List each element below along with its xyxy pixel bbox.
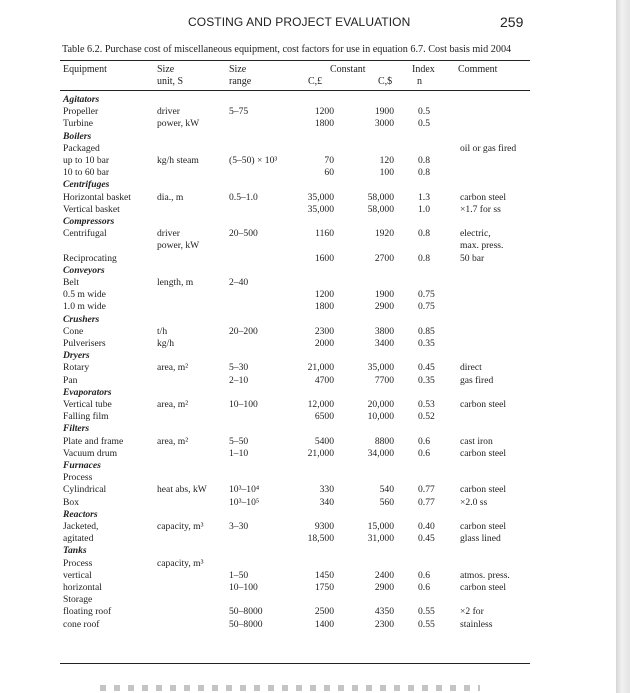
- cell-eq: Pan: [63, 374, 78, 386]
- cell-n: 1.3: [418, 191, 430, 203]
- cell-cusd: 20,000: [367, 399, 394, 410]
- cell-eq: Propeller: [63, 106, 99, 118]
- cell-cusd: 100: [379, 167, 394, 179]
- cell-range: 2–10: [229, 374, 249, 386]
- cell-eq: Centrifugal: [63, 228, 107, 240]
- cell-eq: 10 to 60 bar: [63, 167, 110, 179]
- cell-cgbp: 1160: [315, 228, 334, 240]
- cell-eq: Horizontal basket: [63, 191, 131, 203]
- cell-range: 20–200: [229, 325, 258, 337]
- cell-range: 1–50: [229, 569, 249, 581]
- cell-cusd: 58,000: [367, 203, 394, 215]
- page-number: 259: [500, 14, 524, 30]
- cell-comment: carbon steel: [460, 582, 507, 593]
- cell-eq: Compressors: [63, 216, 115, 227]
- cell-comment: ×2 for: [460, 606, 484, 618]
- cell-n: 0.77: [418, 496, 435, 508]
- cell-n: 0.8: [418, 167, 430, 179]
- cell-cusd: 10,000: [367, 411, 394, 423]
- cell-cusd: 540: [379, 484, 394, 496]
- cell-comment: glass lined: [460, 533, 501, 545]
- cell-n: 0.75: [418, 289, 435, 301]
- cell-unit: heat abs, kW: [157, 484, 207, 496]
- header-index-line2: n: [417, 76, 422, 87]
- cell-n: 0.6: [418, 582, 430, 593]
- cell-cusd: 1900: [374, 289, 394, 301]
- cell-eq: Filters: [63, 423, 90, 435]
- cell-eq: Storage: [63, 594, 93, 606]
- cell-eq: Conveyors: [63, 264, 105, 276]
- cell-eq: Belt: [63, 277, 79, 288]
- cell-cgbp: 18,500: [307, 533, 334, 545]
- header-size-range-line2: range: [229, 76, 252, 87]
- cell-cusd: 58,000: [367, 191, 394, 203]
- cell-eq: Reciprocating: [63, 252, 117, 264]
- cell-cusd: 1920: [374, 228, 394, 240]
- running-head-title: COSTING AND PROJECT EVALUATION: [188, 15, 411, 29]
- cell-comment: carbon steel: [460, 399, 507, 410]
- cell-eq: Vacuum drum: [63, 447, 118, 459]
- cell-eq: Reactors: [63, 508, 98, 520]
- header-index-line1: Index: [412, 64, 435, 75]
- table-header-rule: [60, 90, 530, 91]
- cell-n: 0.53: [418, 399, 435, 410]
- cell-cusd: 2900: [374, 582, 394, 593]
- cell-eq: Falling film: [63, 411, 109, 423]
- cell-cgbp: 1750: [314, 582, 334, 593]
- cell-n: 0.45: [418, 362, 435, 374]
- cell-cgbp: 21,000: [307, 362, 334, 374]
- cell-cusd: 4350: [374, 606, 394, 618]
- page-edge-shadow: [616, 0, 630, 693]
- cell-comment: cast iron: [460, 435, 493, 447]
- cell-cgbp: 1800: [314, 301, 334, 313]
- cell-cgbp: 6500: [314, 411, 334, 423]
- cell-cusd: 2300: [374, 618, 394, 630]
- cell-comment: stainless: [460, 618, 493, 630]
- cell-eq: Plate and frame: [63, 435, 124, 447]
- cell-n: 0.8: [418, 252, 430, 264]
- cell-cgbp: 35,000: [307, 203, 334, 215]
- cell-range: 20–500: [229, 228, 258, 240]
- next-caption-fragment: [100, 685, 480, 691]
- cell-cgbp: 1200: [314, 289, 334, 301]
- cell-cgbp: 1400: [314, 618, 334, 630]
- cell-cgbp: 9300: [314, 521, 334, 532]
- cell-eq: Jacketed,: [63, 521, 99, 532]
- cell-range: 5–30: [229, 362, 249, 374]
- cell-n: 0.55: [418, 618, 435, 630]
- cell-n: 0.35: [418, 374, 435, 386]
- header-size-unit-line1: Size: [157, 64, 175, 75]
- cell-eq: Box: [63, 496, 79, 508]
- header-c-usd: C,$: [378, 76, 393, 87]
- header-constant: Constant: [330, 64, 366, 75]
- cell-cgbp: 1200: [314, 106, 334, 118]
- header-comment: Comment: [458, 64, 498, 75]
- cell-cusd: 15,000: [367, 521, 394, 532]
- cell-cusd: 2400: [374, 569, 394, 581]
- cell-cgbp: 340: [319, 496, 334, 508]
- running-head: [0, 15, 616, 33]
- cell-cusd: 3800: [374, 325, 394, 337]
- cell-range: 5–50: [229, 435, 249, 447]
- cell-eq: Crushers: [63, 313, 100, 325]
- cell-cgbp: 330: [319, 484, 334, 496]
- cell-unit: capacity, m³: [157, 557, 204, 569]
- cell-n: 0.8: [418, 228, 430, 240]
- cell-comment: carbon steel: [460, 191, 507, 203]
- cell-n: 0.35: [418, 338, 435, 349]
- cell-range: (5–50) × 10³: [229, 155, 278, 166]
- cell-cgbp: 2500: [314, 606, 334, 618]
- cell-comment: gas fired: [460, 374, 494, 386]
- cell-eq: vertical: [63, 569, 92, 581]
- cell-range: 3–30: [229, 521, 249, 532]
- cell-range: 10³–10⁵: [229, 496, 260, 508]
- cell-unit: area, m²: [157, 435, 189, 447]
- cell-cusd: 8800: [374, 435, 394, 447]
- cell-n: 0.40: [418, 521, 435, 532]
- table-bottom-rule: [60, 663, 530, 664]
- cell-range: 50–8000: [229, 606, 263, 618]
- cell-cusd: 2700: [374, 252, 394, 264]
- cell-eq: Vertical tube: [63, 399, 112, 410]
- cell-unit: kg/h: [157, 338, 175, 349]
- cell-cusd: 1900: [374, 106, 394, 118]
- cell-unit: kg/h steam: [157, 155, 199, 166]
- header-size-range-line1: Size: [229, 64, 247, 75]
- cell-cusd: 7700: [374, 374, 394, 386]
- cell-n: 1.0: [418, 203, 430, 215]
- cell-comment: atmos. press.: [460, 569, 510, 581]
- cell-n: 0.6: [418, 435, 430, 447]
- cell-cusd: 31,000: [367, 533, 394, 545]
- cell-range: 10–100: [229, 582, 258, 593]
- cell-unit: area, m²: [157, 399, 189, 410]
- cell-cgbp: 1450: [314, 569, 334, 581]
- cell-cgbp: 2000: [314, 338, 334, 349]
- cell-cgbp: 5400: [314, 435, 334, 447]
- cell-comment: direct: [460, 362, 482, 374]
- cell-eq: floating roof: [63, 606, 112, 618]
- cell-unit: t/h: [157, 325, 168, 337]
- cell-unit: power, kW: [157, 118, 200, 130]
- cell-unit: capacity, m³: [157, 521, 204, 532]
- cell-range: 50–8000: [229, 618, 263, 630]
- cell-comment: ×2.0 ss: [460, 496, 488, 508]
- cell-comment: carbon steel: [460, 484, 507, 496]
- cell-cgbp: 70: [324, 155, 334, 166]
- cell-n: 0.75: [418, 301, 435, 313]
- cell-eq: cone roof: [63, 618, 100, 630]
- cell-range: 1–10: [229, 447, 249, 459]
- cell-eq: Agitators: [63, 94, 100, 105]
- cell-n: 0.6: [418, 569, 430, 581]
- cell-eq: Evaporators: [63, 386, 112, 398]
- cell-eq: agitated: [63, 533, 94, 545]
- cell-n: 0.45: [418, 533, 435, 545]
- cell-cgbp: 4700: [314, 374, 334, 386]
- cell-n: 0.6: [418, 447, 430, 459]
- cell-eq: Process: [63, 472, 93, 484]
- cell-n: 0.52: [418, 411, 435, 423]
- cell-eq: Rotary: [63, 362, 90, 374]
- cell-eq: Packaged: [63, 142, 100, 154]
- cell-eq: 1.0 m wide: [63, 301, 106, 313]
- cell-cusd: 3000: [374, 118, 394, 130]
- cell-eq: Centrifuges: [63, 179, 110, 191]
- cell-cgbp: 2300: [314, 325, 334, 337]
- cell-comment: ×1.7 for ss: [460, 203, 501, 215]
- cell-eq: Cylindrical: [63, 484, 107, 496]
- cell-eq: Vertical basket: [63, 203, 120, 215]
- cell-cusd: 560: [379, 496, 394, 508]
- cell-range: 0.5–1.0: [229, 191, 258, 203]
- header-size-unit-line2: unit, S: [157, 76, 184, 87]
- cell-cgbp: 12,000: [307, 399, 334, 410]
- cell-comment: carbon steel: [460, 447, 507, 459]
- cell-eq: Dryers: [63, 350, 90, 362]
- cell-eq: Tanks: [63, 545, 87, 557]
- table-top-rule: [60, 60, 530, 61]
- cell-cgbp: 60: [324, 167, 334, 179]
- cell-cusd: 2900: [374, 301, 394, 313]
- cell-unit: area, m²: [157, 362, 189, 374]
- cell-n: 0.5: [418, 106, 430, 118]
- cell-range: 5–75: [229, 106, 249, 118]
- cell-unit: length, m: [157, 277, 194, 288]
- cell-unit: power, kW: [157, 240, 200, 252]
- cell-n: 0.8: [418, 155, 430, 166]
- cell-range: 10–100: [229, 399, 258, 410]
- cell-eq: Pulverisers: [63, 338, 106, 349]
- cell-cgbp: 35,000: [307, 191, 334, 203]
- cell-comment: carbon steel: [460, 521, 507, 532]
- cell-comment: max. press.: [460, 240, 504, 252]
- cell-unit: driver: [157, 106, 180, 118]
- header-equipment: Equipment: [63, 64, 107, 75]
- cell-range: 2–40: [229, 277, 249, 288]
- cell-unit: dia., m: [157, 191, 184, 203]
- cell-range: 10³–10⁴: [229, 484, 260, 496]
- cell-n: 0.85: [418, 325, 435, 337]
- cell-cusd: 34,000: [367, 447, 394, 459]
- cell-eq: Boilers: [63, 130, 92, 142]
- cell-comment: electric,: [460, 228, 491, 240]
- cell-cusd: 3400: [374, 338, 394, 349]
- cell-eq: Furnaces: [63, 460, 101, 471]
- cell-eq: Process: [63, 557, 93, 569]
- cell-cgbp: 1800: [314, 118, 334, 130]
- cell-cusd: 120: [379, 155, 394, 166]
- cell-eq: 0.5 m wide: [63, 289, 106, 301]
- cell-cusd: 35,000: [367, 362, 394, 374]
- cell-cgbp: 1600: [314, 252, 334, 264]
- cell-unit: driver: [157, 228, 180, 240]
- cell-comment: 50 bar: [460, 252, 485, 264]
- cell-eq: Turbine: [63, 118, 94, 130]
- cell-eq: up to 10 bar: [63, 155, 110, 166]
- cell-n: 0.77: [418, 484, 435, 496]
- header-c-gbp: C,£: [308, 76, 323, 87]
- cell-n: 0.55: [418, 606, 435, 618]
- cell-eq: Cone: [63, 325, 84, 337]
- cell-n: 0.5: [418, 118, 430, 130]
- cell-cgbp: 21,000: [307, 447, 334, 459]
- cell-comment: oil or gas fired: [460, 142, 517, 154]
- cell-eq: horizontal: [63, 582, 102, 593]
- table-caption: Table 6.2. Purchase cost of miscellaneous equipment, cost factors for use in equation 6.7. Cost basis mid 2004: [62, 44, 512, 55]
